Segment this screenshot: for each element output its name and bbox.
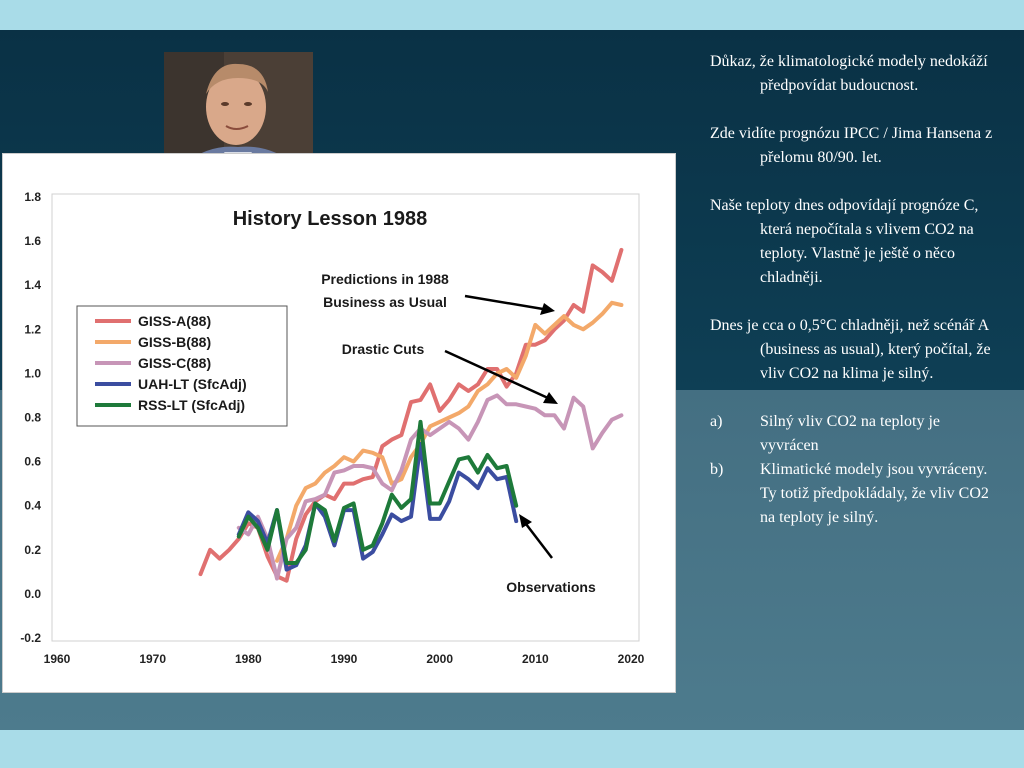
paragraph-3: Naše teploty dnes odpovídají prognóze C, která nepočítala s vlivem CO2 na teploty. Vlastně je ještě o něco chladněji. xyxy=(710,197,979,286)
x-tick-label: 2010 xyxy=(521,652,549,666)
legend-label: RSS-LT (SfcAdj) xyxy=(138,397,246,413)
legend xyxy=(77,306,287,426)
x-tick-label: 2020 xyxy=(617,652,645,666)
y-tick-label: 0.6 xyxy=(24,454,41,469)
temperature-chart xyxy=(3,154,675,692)
x-tick-label: 1980 xyxy=(234,652,262,666)
x-tick-label: 1990 xyxy=(330,652,358,666)
y-tick-label: 1.4 xyxy=(24,278,41,293)
y-tick-label: 0.2 xyxy=(24,542,41,557)
list-item-a xyxy=(710,410,995,458)
x-tick-label: 1960 xyxy=(43,652,71,666)
y-tick-label: 1.8 xyxy=(24,190,41,204)
y-tick-label: 0.8 xyxy=(24,410,41,425)
paragraph-4: Dnes je cca o 0,5°C chladněji, než scénář A (business as usual), který počítal, že vliv CO2 na klima je silný. xyxy=(710,317,991,382)
y-tick-label: 1.2 xyxy=(24,322,41,337)
y-tick-label: 1.6 xyxy=(24,234,41,249)
paragraph-1: Důkaz, že klimatologické modely nedokáží předpovídat budoucnost. xyxy=(710,53,988,94)
y-tick-label: 0.4 xyxy=(24,498,41,513)
x-tick-label: 2000 xyxy=(426,652,454,666)
list-text-a: Silný vliv CO2 na teploty je vyvrácen xyxy=(760,413,940,454)
top-band xyxy=(0,0,1024,30)
chart-title: History Lesson 1988 xyxy=(232,208,428,230)
legend-label: GISS-B(88) xyxy=(138,334,212,350)
annotation-predictions-line1: Predictions in 1988 xyxy=(321,271,449,287)
annotation-observations: Observations xyxy=(506,579,596,595)
y-tick-label: 0.0 xyxy=(24,586,41,601)
y-tick-label: -0.2 xyxy=(20,631,41,645)
bottom-band xyxy=(0,730,1024,768)
x-tick-label: 1970 xyxy=(139,652,167,666)
legend-label: GISS-C(88) xyxy=(138,355,212,371)
y-tick-label: 1.0 xyxy=(24,366,41,381)
legend-label: UAH-LT (SfcAdj) xyxy=(138,376,247,392)
paragraph-2: Zde vidíte prognózu IPCC / Jima Hansena z přelomu 80/90. let. xyxy=(710,125,993,166)
list-marker-a: a) xyxy=(710,413,723,430)
annotation-predictions-line2: Business as Usual xyxy=(323,294,447,310)
list-marker-b: b) xyxy=(710,461,724,478)
slide-text xyxy=(710,50,995,530)
annotation-drastic-cuts: Drastic Cuts xyxy=(341,341,425,357)
legend-label: GISS-A(88) xyxy=(138,313,212,329)
list-item-b xyxy=(710,458,995,530)
list-text-b: Klimatické modely jsou vyvráceny. Ty totiž předpokládaly, že vliv CO2 na teploty je silný. xyxy=(760,461,989,526)
chart-panel xyxy=(2,153,676,693)
